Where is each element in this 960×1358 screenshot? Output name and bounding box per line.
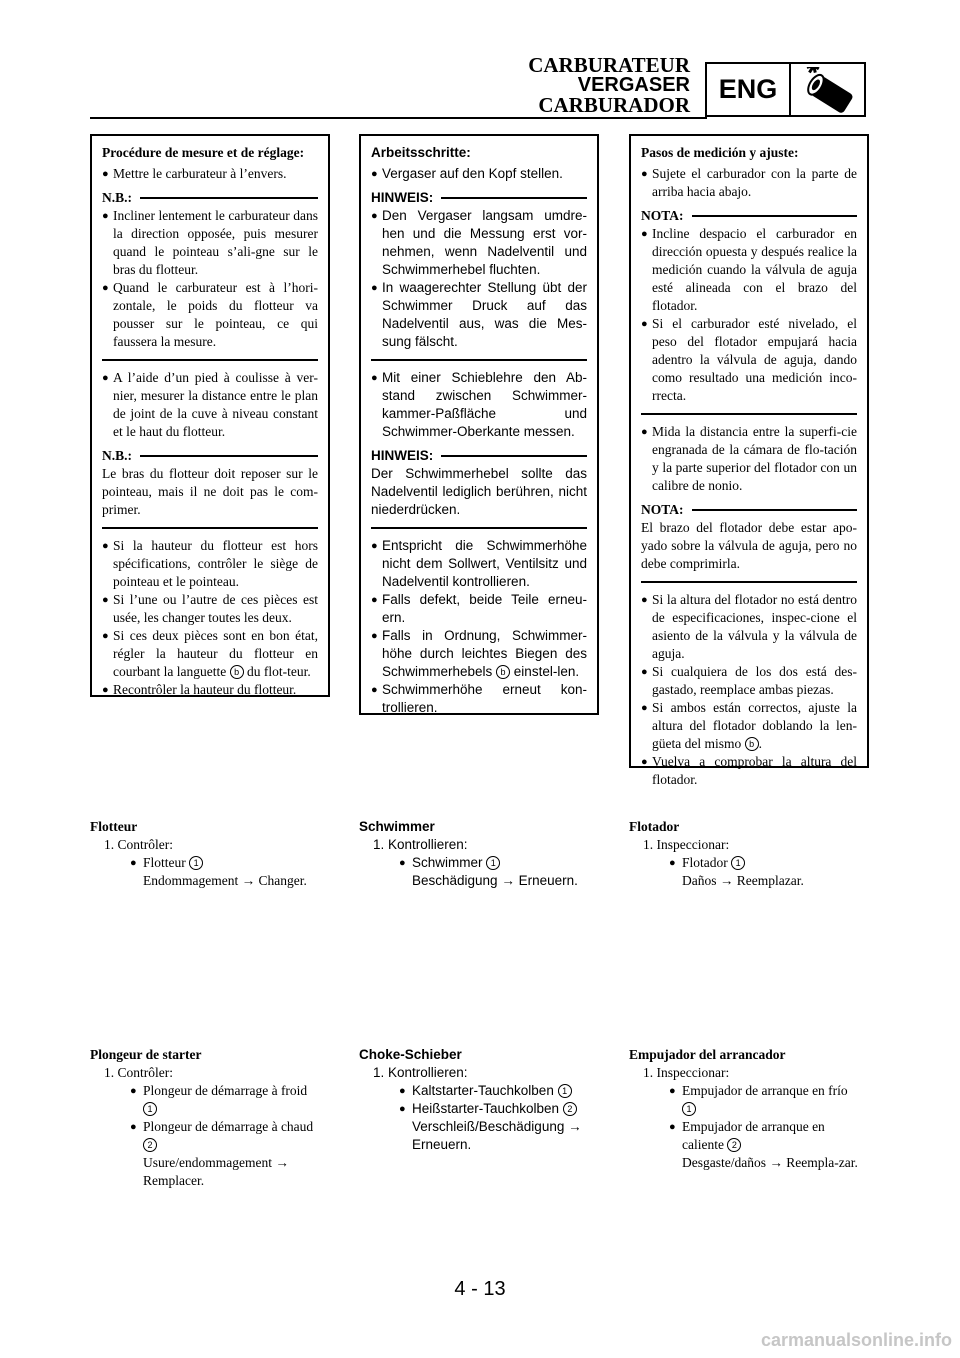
header-titles — [528, 55, 690, 115]
callout-marker: b — [230, 665, 244, 679]
note-label: NOTA: — [641, 207, 857, 225]
note-label: N.B.: — [102, 447, 318, 465]
note-text: Der Schwimmerhebel sollte das Nadelventil lediglich berühren, nicht niederdrücken. — [371, 466, 587, 517]
engine-piston-icon — [791, 64, 864, 115]
list-item: ● Mettre le carburateur à l’envers. — [102, 166, 287, 181]
callout-marker: 1 — [682, 1102, 696, 1116]
page-number: 4 - 13 — [454, 1278, 506, 1300]
list-item: ● Vuelva a comprobar la altura del flotador. — [641, 754, 857, 787]
callout-marker: 2 — [727, 1138, 741, 1152]
list-item: ● Recontrôler la hauteur du flotteur. — [102, 682, 297, 697]
section-badge — [705, 62, 866, 117]
result-text: Usure/endommagement → Remplacer. — [143, 1155, 289, 1188]
procedure-box-es — [629, 134, 869, 787]
list-item: ● Schwimmerhöhe erneut kon-trollieren. — [371, 682, 587, 715]
step-label: 1. Inspeccionar: — [643, 1065, 730, 1080]
list-item: ● Falls in Ordnung, Schwimmer-höhe durch leichtes Biegen des Schwimmerhebels b einstel-len. — [371, 628, 587, 679]
step-label: 1. Contrôler: — [104, 1065, 173, 1080]
note-label: HINWEIS: — [371, 189, 587, 207]
list-item: ● Si ambos están correctos, ajuste la altura del flotador doblando la len-güeta del mismo b . — [641, 700, 857, 751]
section-heading: Flotador — [629, 819, 680, 834]
procedure-box-fr — [90, 134, 330, 697]
result-text: Verschleiß/Beschädigung → Erneuern. — [412, 1119, 582, 1152]
list-item: ● In waagerechter Stellung übt der Schwimmer Druck auf das Nadelventil aus, was die Mes-sung fälscht. — [371, 280, 587, 349]
result-text: Beschädigung → Erneuern. — [412, 873, 578, 888]
callout-marker: 1 — [558, 1084, 572, 1098]
divider — [371, 359, 587, 361]
note-text: Le bras du flotteur doit reposer sur le pointeau, mais il ne doit pas le com-primer. — [102, 466, 318, 517]
divider — [641, 413, 857, 415]
section-heading: Schwimmer — [359, 819, 435, 834]
starter-section-de — [359, 1046, 599, 1154]
list-item: ● Mida la distancia entre la superfi-cie engranada de la cámara de flo-tación y la parte superior del flotador con un calibre de nonio. — [641, 424, 857, 493]
note-text: El brazo del flotador debe estar apo-yado sobre la válvula de aguja, pero no debe comprimirla. — [641, 520, 857, 571]
list-item: ● Si el carburador esté nivelado, el peso del flotador empujará hacia adentro la válvula de aguja, dando como resultado una medición inco-rrecta. — [641, 316, 857, 403]
list-item: ● Empujador de arranque en frío 1 — [669, 1083, 848, 1114]
list-item: ● Si la hauteur du flotteur est hors spécifications, contrôler le siège de pointeau et le pointeau. — [102, 538, 318, 589]
box-title: Pasos de medición y ajuste: — [641, 145, 799, 160]
float-section-fr — [90, 818, 330, 890]
section-heading: Flotteur — [90, 819, 138, 834]
step-label: 1. Kontrollieren: — [373, 837, 468, 852]
callout-marker: 1 — [731, 856, 745, 870]
box-title: Arbeitsschritte: — [371, 145, 471, 160]
list-item: ● Incline despacio el carburador en dirección opuesta y después realice la medición cuando la válvula de aguja esté alineada con el brazo del flotador. — [641, 226, 857, 313]
step-label: 1. Inspeccionar: — [643, 837, 730, 852]
section-heading: Choke-Schieber — [359, 1047, 462, 1062]
callout-marker: b — [745, 737, 759, 751]
list-item: ● Si l’une ou l’autre de ces pièces est usée, les changer toutes les deux. — [102, 592, 318, 625]
callout-marker: b — [496, 665, 510, 679]
list-item: ● A l’aide d’un pied à coulisse à ver-nier, mesurer la distance entre le plan de joint de la cuve à niveau constant et le haut du flotteur. — [102, 370, 318, 439]
list-item: ● Vergaser auf den Kopf stellen. — [371, 166, 563, 181]
step-label: 1. Contrôler: — [104, 837, 173, 852]
list-item: ● Sujete el carburador con la parte de arriba hacia abajo. — [641, 166, 857, 199]
list-item: ● Den Vergaser langsam umdre-hen und die Messung erst vor-nehmen, wenn Nadelventil und Schwimmerhebel fluchten. — [371, 208, 587, 277]
section-heading: Empujador del arrancador — [629, 1047, 786, 1062]
title-fr: CARBURATEUR — [528, 53, 690, 77]
result-text: Desgaste/daños → Reempla-zar. — [682, 1155, 858, 1170]
list-item: ● Kaltstarter-Tauchkolben 1 — [359, 1082, 599, 1100]
title-de: VERGASER — [577, 74, 690, 96]
box-title: Procédure de mesure et de réglage: — [102, 145, 305, 160]
divider — [102, 527, 318, 529]
result-text: Daños → Reemplazar. — [682, 873, 804, 888]
list-item: ● Schwimmer 1 — [359, 854, 599, 872]
callout-marker: 2 — [143, 1138, 157, 1152]
title-es: CARBURADOR — [538, 93, 690, 117]
list-item: ● Incliner lentement le carburateur dans la direction opposée, puis mesurer quand le pointeau s’ali-gne sur le bras du flotteur. — [102, 208, 318, 277]
callout-marker: 1 — [486, 856, 500, 870]
note-label: N.B.: — [102, 189, 318, 207]
note-label: NOTA: — [641, 501, 857, 519]
section-heading: Plongeur de starter — [90, 1047, 202, 1062]
result-text: Endommagement → Changer. — [143, 873, 307, 888]
callout-marker: 2 — [563, 1102, 577, 1116]
callout-marker: 1 — [189, 856, 203, 870]
procedure-box-de — [359, 134, 599, 715]
list-item: ● Falls defekt, beide Teile erneu-ern. — [371, 592, 587, 625]
list-item: ● Si cualquiera de los dos está des-gastado, reemplace ambas piezas. — [641, 664, 857, 697]
list-item: ● Mit einer Schieblehre den Ab-stand zwischen Schwimmer-kammer-Paßfläche und Schwimmer-Oberkante messen. — [371, 370, 587, 439]
note-label: HINWEIS: — [371, 447, 587, 465]
badge-label: ENG — [707, 64, 791, 115]
list-item: ● Si la altura del flotador no está dentro de especificaciones, inspec-cione el asiento de la válvula y la válvula de aguja. — [641, 592, 857, 661]
step-label: 1. Kontrollieren: — [373, 1065, 468, 1080]
float-section-es — [629, 818, 869, 890]
list-item: ● Empujador de arranque en caliente 2 — [669, 1119, 825, 1152]
starter-section-fr — [90, 1046, 330, 1190]
list-item: ● Si ces deux pièces sont en bon état, régler la hauteur du flotteur en courbant la languette b du flot-teur. — [102, 628, 318, 679]
watermark: carmanualsonline.info — [760, 1330, 952, 1350]
starter-section-es — [629, 1046, 869, 1172]
divider — [641, 581, 857, 583]
list-item: ● Heißstarter-Tauchkolben 2 — [359, 1100, 599, 1118]
list-item: ● Plongeur de démarrage à chaud 2 — [130, 1119, 314, 1150]
list-item: ● Quand le carburateur est à l’hori-zontale, le poids du flotteur va pousser sur le pointeau, ce qui faussera la mesure. — [102, 280, 318, 349]
list-item: ● Entspricht die Schwimmerhöhe nicht dem Sollwert, Ventilsitz und Nadelventil kontrollieren. — [371, 538, 587, 589]
list-item: ● Plongeur de démarrage à froid 1 — [130, 1083, 308, 1114]
callout-marker: 1 — [143, 1102, 157, 1116]
list-item: ● Flotteur 1 — [90, 854, 330, 872]
float-section-de — [359, 818, 599, 890]
divider — [371, 527, 587, 529]
list-item: ● Flotador 1 — [629, 854, 869, 872]
header-rule — [90, 117, 707, 119]
divider — [102, 359, 318, 361]
